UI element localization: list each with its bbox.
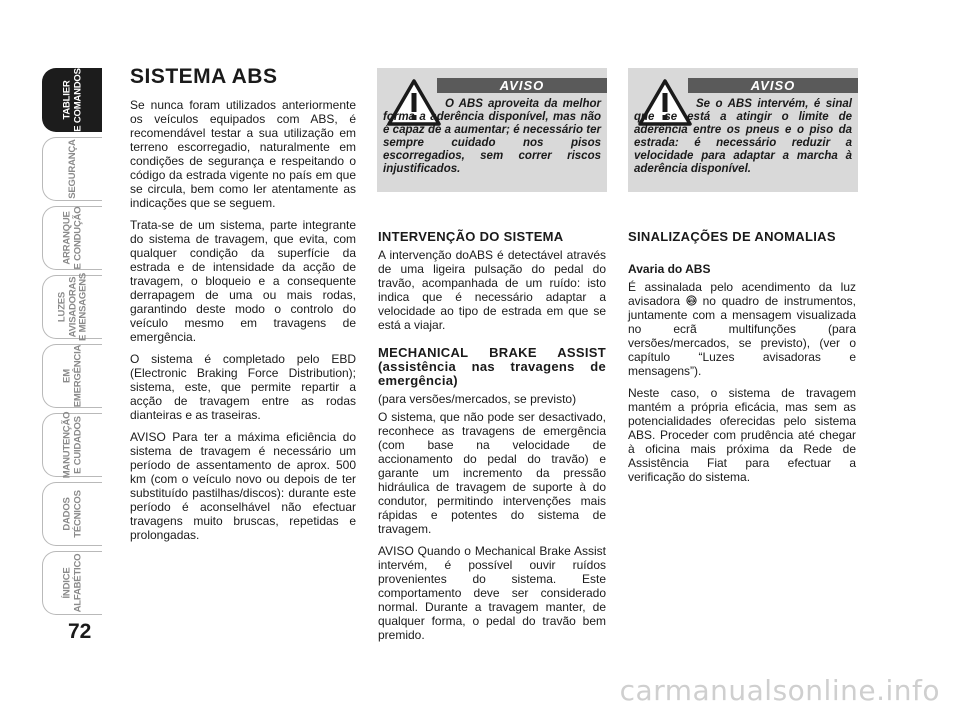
tab-arranque-conducao[interactable]: ARRANQUE E CONDUÇÃO [42, 206, 102, 270]
tab-indice-alfabetico[interactable]: ÍNDICE ALFABÉTICO [42, 551, 102, 615]
tab-em-emergencia[interactable]: EM EMERGÊNCIA [42, 344, 102, 408]
paragraph: Se nunca foram utilizados anteriormente os veículos equipados com ABS, é recomendável testar a sua utilização em terreno escorregadio, naturalmente em condições de segurança e respeitando o código da estrada vigente no país em que se circula, bem como ler atentamente as indicações que se seguem. [130, 98, 356, 210]
paragraph: O sistema, que não pode ser desactivado, reconhece as travagens de emergência (com base na velocidade de accionamento do pedal do travão) e garante um incremento da pressão hidráulica de travagem de suporte à do condutor, permitindo intervenções mais rápidas e potentes do sistema de travagem. [378, 410, 606, 536]
paragraph: Neste caso, o sistema de travagem mantém a própria eficácia, mas sem as potencialidades oferecidas pelo sistema ABS. Proceder com prudência até chegar à oficina mais próxima da Rede de Assistência Fiat para efectuar a verificação do sistema. [628, 386, 856, 484]
tab-luzes-avisadoras[interactable]: LUZES AVISADORAS E MENSAGENS [42, 275, 102, 339]
tab-dados-tecnicos[interactable]: DADOS TÉCNICOS [42, 482, 102, 546]
paragraph: AVISO Para ter a máxima eficiência do sistema de travagem é necessário um período de assentamento de aprox. 500 km (com o veículo novo ou depois de ter substituído pastilhas/discos): durante este período é aconselhável não efectuar travagens muito bruscas, repetidas e prolongadas. [130, 430, 356, 542]
paragraph: Trata-se de um sistema, parte integrante do sistema de travagem, que evita, com qualquer condição da superfície da estrada e de intensidade da acção de travagem, o bloqueio e a consequente derrapagem de uma ou mais rodas, garantindo deste modo o controlo do veículo mesmo em travagens de emergência. [130, 218, 356, 344]
tab-seguranca[interactable]: SEGURANÇA [42, 137, 102, 201]
right-column [628, 230, 856, 492]
warning-text: Se o ABS intervém, é sinal que se está a atingir o limite de aderência entre os pneus e o piso da estrada: é necessário reduzir a velocidade para adaptar a marcha à aderência disponível. [634, 98, 852, 175]
section-heading: INTERVENÇÃO DO SISTEMA [378, 229, 564, 244]
paragraph: AVISO Quando o Mechanical Brake Assist intervém, é possível ouvir ruídos provenientes do sistema. Este comportamento deve ser considerado normal. Durante a travagem manter, de qualquer forma, o pedal do travão bem premido. [378, 544, 606, 642]
page-title: SISTEMA ABS [130, 65, 278, 88]
warning-label: AVISO [688, 78, 858, 93]
paragraph: É assinalada pelo acendimento da luz avisadora ABS no quadro de instrumentos, juntamente com a mensagem visualizada no ecrã multifunções (para versões/mercados, se previsto), (ver o capítulo “Luzes avisadoras e mensagens”). [628, 280, 856, 378]
warning-box [377, 68, 607, 192]
svg-text:ABS: ABS [687, 299, 696, 303]
tab-tablier-comandos[interactable]: TABLIER E COMANDOS [42, 68, 102, 132]
section-heading: MECHANICAL BRAKE ASSIST (assistência nas travagens de emergência) [378, 345, 606, 388]
tab-manutencao-cuidados[interactable]: MANUTENÇÃO E CUIDADOS [42, 413, 102, 477]
warning-text: O ABS aproveita da melhor forma a aderência disponível, mas não é capaz de a aumentar; é necessário ter sempre cuidado nos pisos escorregadios, sem correr riscos injustificados. [383, 98, 601, 175]
paragraph: A intervenção doABS é detectável através de uma ligeira pulsação do pedal do travão, acompanhada de um ruído: isto indica que é necessário adaptar a velocidade ao tipo de estrada em que se está a viajar. [378, 248, 606, 332]
left-column [130, 65, 356, 550]
warning-label: AVISO [437, 78, 607, 93]
abs-warning-light-icon [686, 295, 697, 306]
watermark: carmanualsonline.info [619, 674, 940, 707]
section-heading: SINALIZAÇÕES DE ANOMALIAS [628, 229, 836, 244]
paragraph: O sistema é completado pelo EBD (Electronic Braking Force Distribution); sistema, este, que permite repartir a acção de travagem entre as rodas dianteiras e as traseiras. [130, 352, 356, 422]
subsection-heading: Avaria do ABS [628, 262, 711, 276]
page-number: 72 [68, 620, 92, 643]
middle-column [378, 230, 606, 650]
paragraph: (para versões/mercados, se previsto) [378, 392, 577, 406]
warning-box [628, 68, 858, 192]
